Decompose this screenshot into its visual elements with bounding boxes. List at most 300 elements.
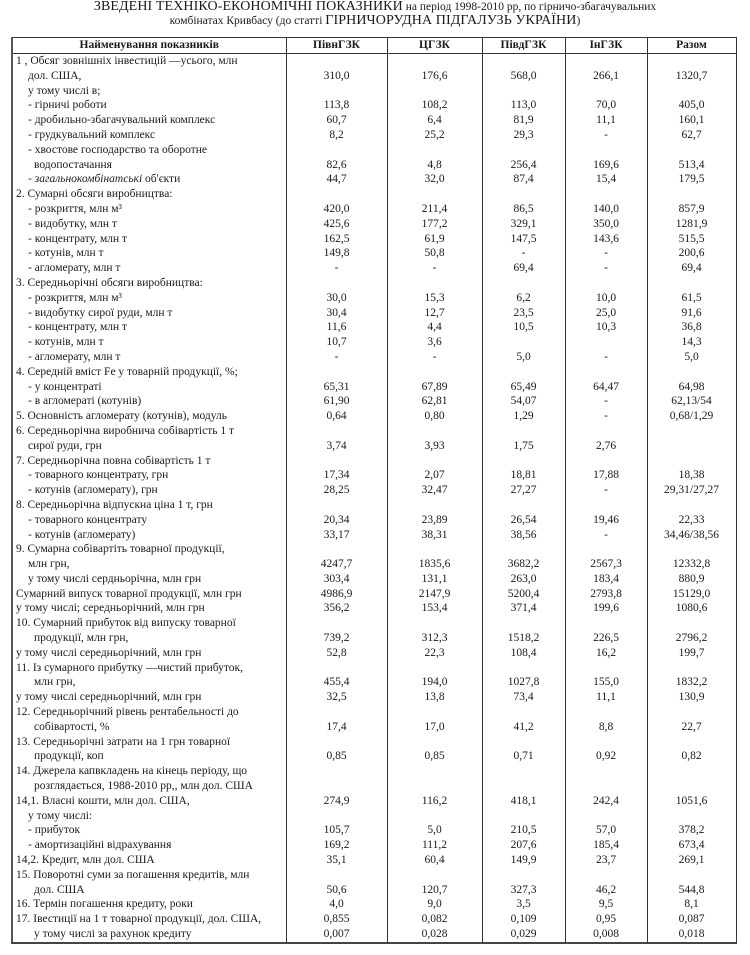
value-ingzk: 2,76	[565, 424, 647, 454]
table-row	[12, 616, 736, 646]
title-close: )	[576, 15, 581, 27]
value-pivdgzk: 149,9	[482, 853, 565, 868]
table-row	[12, 54, 736, 84]
indicator-label	[12, 409, 286, 424]
indicator-label-line: 17. Івестиції на 1 т товарної продукції, дол. США,	[16, 913, 262, 926]
value-cgzk: 1835,6	[387, 542, 482, 572]
value-pivngzk: -	[286, 350, 387, 365]
value-total: 91,6	[647, 306, 736, 321]
value-pivngzk: 52,8	[286, 646, 387, 661]
value-pivdgzk: 207,6	[482, 838, 565, 853]
indicator-label-line: розглядається, 1988-2010 рр,, млн дол. США	[34, 780, 253, 793]
value-total: 513,4	[647, 143, 736, 173]
value-pivngzk: 739,2	[286, 616, 387, 646]
value-cgzk: 131,1	[387, 572, 482, 587]
indicator-label	[12, 217, 286, 232]
table-row	[12, 587, 736, 602]
table-row	[12, 853, 736, 868]
value-cgzk: 61,9	[387, 232, 482, 247]
value-ingzk: 11,1	[565, 690, 647, 705]
table-row	[12, 320, 736, 335]
value-total: 8,1	[647, 897, 736, 912]
indicator-label	[12, 927, 286, 943]
indicator-label	[12, 380, 286, 395]
value-ingzk: 242,4	[565, 794, 647, 809]
value-total: 61,5	[647, 291, 736, 306]
table-row	[12, 187, 736, 202]
value-total: 199,7	[647, 646, 736, 661]
value-total: 0,087	[647, 912, 736, 927]
indicator-label-line: у тому числі середньорічний, млн грн	[16, 646, 202, 659]
value-cgzk	[387, 454, 482, 469]
value-ingzk: 0,95	[565, 912, 647, 927]
value-ingzk: 183,4	[565, 572, 647, 587]
table-row	[12, 498, 736, 513]
indicator-label-line: 3. Середньорічні обсяги виробництва:	[16, 276, 203, 289]
value-ingzk: 350,0	[565, 217, 647, 232]
table-body	[12, 54, 736, 943]
indicator-label	[12, 291, 286, 306]
value-total: 2796,2	[647, 616, 736, 646]
indicator-label-line: 10. Сумарний прибуток від випуску товарної	[16, 617, 236, 630]
value-ingzk: 64,47	[565, 380, 647, 395]
indicator-label-line: - концентрату, млн т	[28, 232, 128, 245]
value-cgzk: 312,3	[387, 616, 482, 646]
indicator-label	[12, 98, 286, 113]
value-ingzk: 11,1	[565, 113, 647, 128]
value-pivngzk: 44,7	[286, 172, 387, 187]
value-pivngzk: 274,9	[286, 794, 387, 809]
value-pivdgzk	[482, 365, 565, 380]
value-total: 269,1	[647, 853, 736, 868]
indicator-label-line: - котунів, млн т	[28, 336, 104, 349]
value-ingzk: 57,0	[565, 823, 647, 838]
italic-emphasis: загальнокомбінатські	[34, 173, 143, 186]
table-row	[12, 690, 736, 705]
value-pivdgzk: 329,1	[482, 217, 565, 232]
value-pivdgzk: 87,4	[482, 172, 565, 187]
value-total: 36,8	[647, 320, 736, 335]
indicator-label-line: - концентрату, млн т	[28, 321, 128, 334]
title-period: на період 1998-2010 рр, по гірничо-збагачувальних	[402, 1, 657, 13]
indicator-label	[12, 113, 286, 128]
value-cgzk	[387, 84, 482, 99]
value-ingzk: -	[565, 409, 647, 424]
value-pivdgzk: 108,4	[482, 646, 565, 661]
value-cgzk: 50,8	[387, 246, 482, 261]
value-ingzk: 0,92	[565, 735, 647, 765]
value-pivngzk: 32,5	[286, 690, 387, 705]
table-row	[12, 868, 736, 898]
value-total: 29,31/27,27	[647, 483, 736, 498]
value-total: 0,68/1,29	[647, 409, 736, 424]
value-pivdgzk: 65,49	[482, 380, 565, 395]
indicator-label	[12, 276, 286, 291]
value-cgzk: 3,93	[387, 424, 482, 454]
indicator-label-line: - загальнокомбінатські об'єкти	[28, 173, 181, 186]
value-pivngzk	[286, 276, 387, 291]
value-pivngzk: 303,4	[286, 572, 387, 587]
value-pivdgzk	[482, 454, 565, 469]
value-pivdgzk: 0,71	[482, 735, 565, 765]
value-pivdgzk	[482, 276, 565, 291]
value-pivngzk	[286, 498, 387, 513]
indicator-label	[12, 232, 286, 247]
value-pivdgzk: 1518,2	[482, 616, 565, 646]
value-ingzk: 9,5	[565, 897, 647, 912]
table-row	[12, 202, 736, 217]
value-cgzk: 194,0	[387, 661, 482, 691]
value-cgzk: 22,3	[387, 646, 482, 661]
value-pivdgzk: 26,54	[482, 513, 565, 528]
indicator-label-line: 14. Джерела капвкладень на кінець періоду, що	[16, 765, 248, 778]
value-pivngzk	[286, 187, 387, 202]
table-row	[12, 927, 736, 943]
indicator-label-line: 12. Середньорічний рівень рентабельності до	[16, 706, 239, 719]
value-total: 62,7	[647, 128, 736, 143]
value-pivngzk	[286, 84, 387, 99]
value-ingzk: 17,88	[565, 468, 647, 483]
value-cgzk: 62,81	[387, 394, 482, 409]
value-cgzk: 2,07	[387, 468, 482, 483]
value-pivngzk	[286, 365, 387, 380]
value-ingzk: 10,0	[565, 291, 647, 306]
indicator-label-line: продукції, коп	[34, 750, 104, 763]
header-ingzk: ІнГЗК	[565, 38, 647, 54]
value-pivdgzk: -	[482, 246, 565, 261]
value-pivngzk: 8,2	[286, 128, 387, 143]
value-pivngzk: 0,85	[286, 735, 387, 765]
table-row	[12, 528, 736, 543]
value-total: 1832,2	[647, 661, 736, 691]
value-pivngzk: 17,34	[286, 468, 387, 483]
indicator-label-line: у тому числі сердньорічна, млн грн	[28, 572, 202, 585]
value-pivdgzk: 27,27	[482, 483, 565, 498]
indicator-label-line: дол. США	[34, 883, 85, 896]
value-total: 515,5	[647, 232, 736, 247]
value-pivngzk: 4247,7	[286, 542, 387, 572]
indicator-label	[12, 513, 286, 528]
value-pivngzk: 425,6	[286, 217, 387, 232]
value-ingzk: 155,0	[565, 661, 647, 691]
value-cgzk: 13,8	[387, 690, 482, 705]
value-pivngzk: 50,6	[286, 868, 387, 898]
value-pivngzk: 3,74	[286, 424, 387, 454]
value-ingzk	[565, 454, 647, 469]
table-row	[12, 823, 736, 838]
value-pivdgzk: 1,29	[482, 409, 565, 424]
value-total: 1281,9	[647, 217, 736, 232]
value-cgzk: -	[387, 261, 482, 276]
value-pivngzk: 30,4	[286, 306, 387, 321]
value-pivdgzk: 18,81	[482, 468, 565, 483]
value-pivngzk: 0,855	[286, 912, 387, 927]
value-cgzk: 108,2	[387, 98, 482, 113]
indicator-label-line: Сумарний випуск товарної продукції, млн грн	[16, 587, 242, 600]
indicator-label-line: 1 , Обсяг зовнішніх інвестицій —усього, млн	[16, 55, 238, 67]
value-pivdgzk: 5,0	[482, 350, 565, 365]
table-row	[12, 84, 736, 99]
indicator-label	[12, 823, 286, 838]
value-total: 857,9	[647, 202, 736, 217]
value-cgzk: 111,2	[387, 838, 482, 853]
value-pivdgzk: 147,5	[482, 232, 565, 247]
value-pivdgzk: 0,109	[482, 912, 565, 927]
value-pivdgzk: 54,07	[482, 394, 565, 409]
value-cgzk: 0,082	[387, 912, 482, 927]
value-cgzk: 6,4	[387, 113, 482, 128]
value-cgzk: 67,89	[387, 380, 482, 395]
table-row	[12, 217, 736, 232]
value-pivngzk: 455,4	[286, 661, 387, 691]
table-row	[12, 661, 736, 691]
indicator-label-line: 6. Середньорічна виробнича собівартість 1 т	[16, 424, 234, 437]
value-pivngzk: 162,5	[286, 232, 387, 247]
indicator-label	[12, 424, 286, 454]
value-pivngzk	[286, 809, 387, 824]
value-ingzk: 199,6	[565, 601, 647, 616]
value-cgzk: 23,89	[387, 513, 482, 528]
indicator-label-line: 11. Із сумарного прибутку —чистий прибуток,	[16, 661, 243, 674]
value-cgzk: 25,2	[387, 128, 482, 143]
indicator-label	[12, 306, 286, 321]
indicator-label	[12, 705, 286, 735]
value-pivdgzk	[482, 84, 565, 99]
value-pivdgzk: 263,0	[482, 572, 565, 587]
value-ingzk	[565, 276, 647, 291]
value-ingzk	[565, 187, 647, 202]
table-row	[12, 232, 736, 247]
value-pivdgzk: 3,5	[482, 897, 565, 912]
value-pivdgzk: 327,3	[482, 868, 565, 898]
value-total: 200,6	[647, 246, 736, 261]
value-ingzk: -	[565, 483, 647, 498]
indicator-label	[12, 794, 286, 809]
value-pivngzk: 30,0	[286, 291, 387, 306]
table-row	[12, 172, 736, 187]
value-cgzk: 0,028	[387, 927, 482, 943]
indicator-label	[12, 202, 286, 217]
value-pivdgzk: 113,0	[482, 98, 565, 113]
value-cgzk: 32,0	[387, 172, 482, 187]
value-total: 12332,8	[647, 542, 736, 572]
value-pivdgzk: 371,4	[482, 601, 565, 616]
indicator-label-line: 4. Середній вміст Fe у товарній продукції, %;	[16, 365, 238, 378]
indicator-label	[12, 838, 286, 853]
indicator-label-line: - дробильно-збагачувальний комплекс	[28, 114, 216, 127]
indicator-label-line: млн грн,	[34, 676, 76, 689]
indicator-label-line: у тому числі; середньорічний, млн грн	[16, 602, 205, 615]
value-ingzk: -	[565, 528, 647, 543]
value-cgzk: 2147,9	[387, 587, 482, 602]
value-pivngzk	[286, 454, 387, 469]
indicator-label	[12, 172, 286, 187]
indicator-label	[12, 528, 286, 543]
value-total: 69,4	[647, 261, 736, 276]
value-pivdgzk	[482, 764, 565, 794]
value-total: 544,8	[647, 868, 736, 898]
table-row	[12, 306, 736, 321]
indicator-label-line: - котунів, млн т	[28, 247, 104, 260]
value-ingzk	[565, 809, 647, 824]
value-total	[647, 84, 736, 99]
table-row	[12, 646, 736, 661]
title-subtitle: комбінатах Кривбасу (до статті	[169, 15, 326, 27]
value-cgzk: 211,4	[387, 202, 482, 217]
value-cgzk: 176,6	[387, 54, 482, 84]
indicator-label-line: - товарного концентрату	[28, 513, 148, 526]
indicator-label	[12, 498, 286, 513]
table-row	[12, 468, 736, 483]
table-row	[12, 128, 736, 143]
indicator-label-line: у тому числі за рахунок кредиту	[34, 928, 192, 941]
value-pivngzk: 420,0	[286, 202, 387, 217]
indicator-label	[12, 542, 286, 572]
value-total: 22,33	[647, 513, 736, 528]
indicator-label-line: сирої руди, грн	[28, 439, 102, 452]
indicator-label-line: - гірничі роботи	[28, 99, 107, 112]
table-row	[12, 365, 736, 380]
indicator-label-line: у тому числі:	[28, 809, 93, 822]
value-cgzk	[387, 365, 482, 380]
indicator-label	[12, 187, 286, 202]
indicator-label	[12, 394, 286, 409]
indicator-label-line: 16. Термін погашення кредиту, роки	[16, 898, 193, 911]
value-ingzk: 143,6	[565, 232, 647, 247]
table-row	[12, 98, 736, 113]
header-pivngzk: ПівнГЗК	[286, 38, 387, 54]
value-cgzk: 38,31	[387, 528, 482, 543]
value-pivngzk: 11,6	[286, 320, 387, 335]
value-pivngzk: 20,34	[286, 513, 387, 528]
indicator-label-line: - видобутку сирої руди, млн т	[28, 306, 173, 319]
value-total: 160,1	[647, 113, 736, 128]
indicator-label	[12, 868, 286, 898]
indicator-label	[12, 350, 286, 365]
value-cgzk	[387, 187, 482, 202]
table-row	[12, 513, 736, 528]
indicators-table	[11, 37, 737, 944]
value-cgzk: 0,80	[387, 409, 482, 424]
indicator-label	[12, 661, 286, 691]
indicator-label-line: у тому числі середньорічний, млн грн	[16, 691, 202, 704]
value-pivngzk	[286, 764, 387, 794]
indicator-label-line: - в агломераті (котунів)	[28, 395, 142, 408]
value-total: 18,38	[647, 468, 736, 483]
value-ingzk	[565, 764, 647, 794]
value-pivdgzk: 1,75	[482, 424, 565, 454]
value-pivdgzk: 86,5	[482, 202, 565, 217]
header-total: Разом	[647, 38, 736, 54]
indicator-label-line: - котунів (агломерату)	[28, 528, 136, 541]
value-pivngzk: 105,7	[286, 823, 387, 838]
value-pivdgzk	[482, 809, 565, 824]
value-pivngzk: 356,2	[286, 601, 387, 616]
table-row	[12, 261, 736, 276]
indicator-label-line: 2. Сумарні обсяги виробництва:	[16, 188, 173, 201]
indicator-label	[12, 764, 286, 794]
value-total: 0,82	[647, 735, 736, 765]
indicator-label	[12, 912, 286, 927]
indicator-label	[12, 616, 286, 646]
value-pivngzk: 113,8	[286, 98, 387, 113]
indicator-label	[12, 143, 286, 173]
value-pivdgzk: 3682,2	[482, 542, 565, 572]
table-row	[12, 350, 736, 365]
value-ingzk: 266,1	[565, 54, 647, 84]
value-total: 1080,6	[647, 601, 736, 616]
indicator-label-line: - розкриття, млн м³	[28, 202, 122, 215]
table-row	[12, 572, 736, 587]
value-ingzk	[565, 365, 647, 380]
table-row	[12, 735, 736, 765]
indicator-label	[12, 646, 286, 661]
indicator-label	[12, 54, 286, 84]
indicator-label-line: - хвостове господарство та оборотне	[28, 143, 207, 156]
value-ingzk: 226,5	[565, 616, 647, 646]
indicator-label	[12, 690, 286, 705]
indicator-label-line: - прибуток	[28, 824, 81, 837]
table-row	[12, 601, 736, 616]
value-total: 14,3	[647, 335, 736, 350]
value-total: 673,4	[647, 838, 736, 853]
table-row	[12, 394, 736, 409]
value-pivngzk: 310,0	[286, 54, 387, 84]
value-pivdgzk: 29,3	[482, 128, 565, 143]
indicator-label-line: продукції, млн грн,	[34, 632, 129, 645]
value-ingzk: 10,3	[565, 320, 647, 335]
value-total	[647, 187, 736, 202]
value-ingzk: 169,6	[565, 143, 647, 173]
value-cgzk: 12,7	[387, 306, 482, 321]
indicator-label-line: млн грн,	[28, 558, 70, 571]
value-pivngzk: 4986,9	[286, 587, 387, 602]
indicator-label-line: 15. Поворотні суми за погашення кредитів, млн	[16, 868, 250, 881]
indicator-label	[12, 246, 286, 261]
indicator-label	[12, 853, 286, 868]
value-pivdgzk: 23,5	[482, 306, 565, 321]
value-pivngzk: 17,4	[286, 705, 387, 735]
indicator-label	[12, 468, 286, 483]
value-total: 1320,7	[647, 54, 736, 84]
table-row	[12, 912, 736, 927]
value-pivdgzk: 10,5	[482, 320, 565, 335]
value-total	[647, 276, 736, 291]
value-ingzk: 70,0	[565, 98, 647, 113]
value-ingzk: -	[565, 350, 647, 365]
indicator-label-line: - амортизаційні відрахування	[28, 839, 172, 852]
table-row	[12, 291, 736, 306]
indicator-label	[12, 572, 286, 587]
indicator-label-line: у тому числі в;	[28, 84, 101, 97]
value-cgzk	[387, 276, 482, 291]
value-ingzk	[565, 498, 647, 513]
value-pivdgzk: 73,4	[482, 690, 565, 705]
value-ingzk: 19,46	[565, 513, 647, 528]
value-ingzk: -	[565, 394, 647, 409]
value-pivdgzk: 1027,8	[482, 661, 565, 691]
table-row	[12, 380, 736, 395]
indicator-label-line: - агломерату, млн т	[28, 350, 121, 363]
indicator-label-line: 13. Середньорічні затрати на 1 грн товарної	[16, 735, 231, 748]
indicator-label-line: - видобутку, млн т	[28, 217, 117, 230]
value-cgzk: 153,4	[387, 601, 482, 616]
value-pivngzk: 65,31	[286, 380, 387, 395]
value-ingzk: 2567,3	[565, 542, 647, 572]
value-pivngzk: 169,2	[286, 838, 387, 853]
value-pivdgzk: 38,56	[482, 528, 565, 543]
value-total: 22,7	[647, 705, 736, 735]
